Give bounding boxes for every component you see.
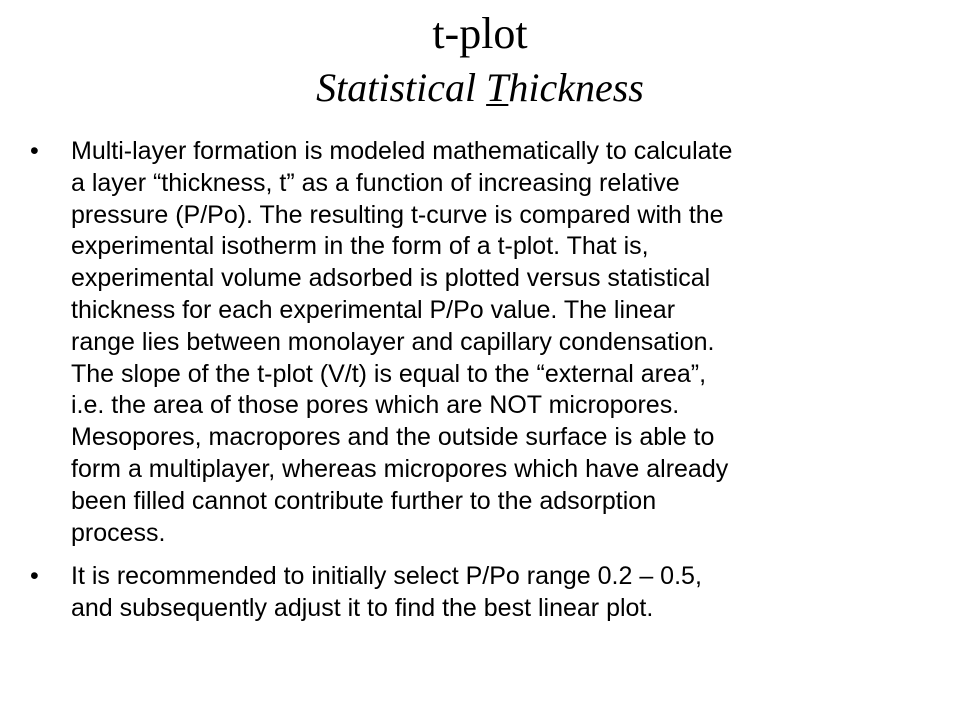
text-line: been filled cannot contribute further to the adsorption [71,486,657,515]
text-line: thickness for each experimental P/Po value. The linear [71,295,676,324]
text-line: pressure (P/Po). The resulting t-curve is compared with the [71,200,724,229]
text-line: a layer “thickness, t” as a function of increasing relative [71,168,680,197]
subtitle-underlined-letter: T [486,65,509,110]
bullet-icon: • [30,562,39,591]
slide-title: t-plot [432,9,528,58]
text-line: experimental isotherm in the form of a t-plot. That is, [71,232,649,261]
title-block [0,6,960,114]
text-line: The slope of the t-plot (V/t) is equal to the “external area”, [71,359,707,388]
text-line: process. [71,518,166,547]
subtitle-text-after: hickness [508,65,644,110]
bullet-text [71,136,920,549]
text-line: and subsequently adjust it to find the best linear plot. [71,594,654,623]
text-line: i.e. the area of those pores which are NOT micropores. [71,391,680,420]
bullet-icon: • [30,137,39,165]
text-line: form a multiplayer, whereas micropores which have already [71,454,729,483]
text-line: Mesopores, macropores and the outside surface is able to [71,423,715,452]
subtitle-text-before: Statistical [316,65,487,110]
bullet-item-tplot-description [30,136,920,549]
bullet-list [30,136,920,637]
text-line: range lies between monolayer and capillary condensation. [71,327,715,356]
bullet-item-recommendation [30,561,920,625]
text-line: experimental volume adsorbed is plotted versus statistical [71,264,711,293]
bullet-text [71,561,920,625]
text-line: It is recommended to initially select P/Po range 0.2 – 0.5, [71,562,702,591]
text-line: Multi-layer formation is modeled mathematically to calculate [71,137,733,165]
slide-subtitle [0,62,960,114]
